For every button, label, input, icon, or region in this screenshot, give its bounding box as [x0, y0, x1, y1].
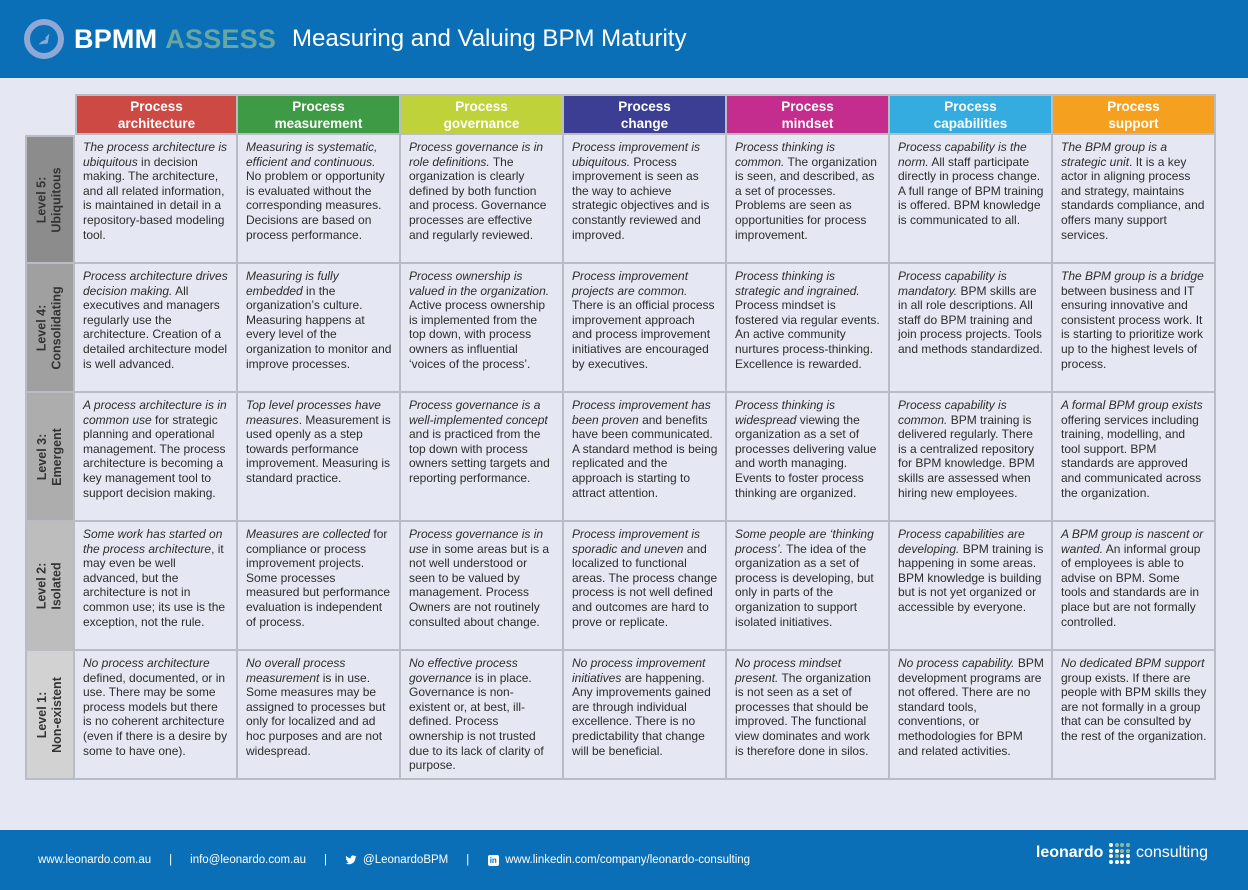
level-label-text [35, 286, 65, 369]
level-number: Level 5: [35, 176, 50, 223]
cell-description: BPM training is happening in some areas. BPM knowledge is building but is not yet organized or accessible by everyone. [898, 541, 1044, 614]
cell-key-phrase: A process architecture is in common use [83, 398, 227, 427]
cell-description: The idea of the organization as a set of process is developing, but only in parts of the organization to support isolated initiatives. [735, 541, 874, 629]
column-header-measurement [238, 94, 401, 135]
matrix-cell [890, 393, 1053, 522]
cell-key-phrase: No overall process measurement [246, 656, 346, 685]
cell-key-phrase: Process governance is a well-implemented concept [409, 398, 548, 427]
matrix-cell [727, 393, 890, 522]
cell-key-phrase: Some people are ‘thinking process’. [735, 527, 874, 556]
cell-description: is in use. Some measures may be assigned to processes but only for localized and ad hoc purposes and are not widespread. [246, 670, 386, 758]
column-header-line2: governance [443, 115, 520, 131]
level-label-text [35, 677, 65, 753]
cell-key-phrase: Process ownership is valued in the organization. [409, 269, 550, 298]
compass-play-icon [24, 19, 64, 59]
header-banner [0, 0, 1248, 78]
matrix-cell [401, 651, 564, 780]
matrix-cell [238, 135, 401, 264]
matrix-cell [727, 264, 890, 393]
level-name: Ubiquitous [50, 166, 65, 233]
matrix-cell [401, 522, 564, 651]
logo-dot [1126, 849, 1130, 853]
cell-key-phrase: The process architecture is ubiquitous [83, 140, 228, 169]
cell-description: defined, documented, or in use. There may be some process models but there is no coherent architecture (even if there is a desire by some to have one). [83, 670, 228, 758]
cell-description: All executives and managers regularly use the architecture. Creation of a detailed architecture model is well advanced. [83, 283, 228, 371]
matrix-cell [401, 135, 564, 264]
cell-key-phrase: Top level processes have measures [246, 398, 381, 427]
logo-dot [1120, 843, 1124, 847]
matrix-cell [1053, 393, 1216, 522]
cell-key-phrase: Process capability is the norm. [898, 140, 1027, 169]
matrix-cell [890, 651, 1053, 780]
logo-dot [1109, 849, 1113, 853]
matrix-cell [401, 393, 564, 522]
matrix-cell [1053, 135, 1216, 264]
cell-description: . Measurement is used openly as a step towards performance improvement. Measuring is standard practice. [246, 412, 391, 485]
column-header-line1: Process [130, 98, 183, 114]
level-label-text [35, 167, 65, 232]
cell-key-phrase: Measuring is systematic, efficient and continuous. [246, 140, 378, 169]
logo-dot [1109, 860, 1113, 864]
cell-key-phrase: Process improvement projects are common. [572, 269, 689, 298]
cell-description: in some areas but is a not well understood or seen to be valued by management. Process Owners are not routinely consulted about change. [409, 541, 550, 629]
cell-key-phrase: No effective process governance [409, 656, 518, 685]
column-header-architecture [75, 94, 238, 135]
column-header-line2: architecture [117, 115, 196, 131]
cell-description: BPM training is delivered regularly. There is a centralized repository for BPM knowledge. BPM skills are assessed when hiring new employees. [898, 412, 1035, 500]
footer-separator: | [466, 854, 470, 866]
cell-description: Active process ownership is implemented from the top down, with process owners as influential ‘voices of the process’. [409, 298, 546, 371]
matrix-cell [75, 264, 238, 393]
matrix-cell [564, 135, 727, 264]
twitter-bird-icon [345, 854, 357, 866]
column-header-line2: mindset [781, 115, 834, 131]
cell-description: in the organization’s culture. Measuring happens at every level of the organization to monitor and improve processes. [246, 283, 392, 371]
cell-key-phrase: Process improvement has been proven [572, 398, 711, 427]
page-title: Measuring and Valuing BPM Maturity [292, 25, 687, 52]
linkedin-icon: in [489, 855, 497, 865]
matrix-cell [238, 651, 401, 780]
column-header-line2: capabilities [933, 115, 1008, 131]
matrix-cell [727, 651, 890, 780]
level-number: Level 2: [35, 562, 49, 609]
cell-key-phrase: Process improvement is ubiquitous. [572, 140, 701, 169]
brand-assess: ASSESS [165, 23, 277, 54]
column-header-line1: Process [292, 98, 345, 114]
matrix-cell [564, 393, 727, 522]
level-label-isolated [25, 522, 75, 651]
matrix-cell [564, 264, 727, 393]
twitter-link[interactable]: @LeonardoBPM [363, 854, 449, 866]
cell-key-phrase: Process thinking is common. [735, 140, 836, 169]
column-header-line2: measurement [274, 115, 363, 131]
matrix-cell [890, 264, 1053, 393]
logo-dot [1126, 843, 1130, 847]
cell-key-phrase: No process improvement initiatives [572, 656, 706, 685]
maturity-matrix [25, 94, 1216, 780]
cell-key-phrase: Process governance is in use [409, 527, 544, 556]
logo-dot [1126, 860, 1130, 864]
column-header-support [1053, 94, 1216, 135]
footer-brand-leonardo: leonardo [1035, 844, 1104, 862]
cell-description: in decision making. The architecture, and all related information, is maintained in detail in a repository-based modeling tool. [83, 154, 225, 242]
matrix-cell [727, 135, 890, 264]
logo-dot [1126, 854, 1130, 858]
matrix-cell [238, 393, 401, 522]
cell-key-phrase: Process improvement is sporadic and uneven [572, 527, 701, 556]
email-link[interactable]: info@leonardo.com.au [190, 854, 307, 866]
matrix-cell [564, 522, 727, 651]
column-header-line2: support [1108, 115, 1159, 131]
matrix-cell [401, 264, 564, 393]
level-name: Emergent [50, 427, 64, 486]
matrix-cell [1053, 264, 1216, 393]
matrix-cell [890, 522, 1053, 651]
level-number: Level 1: [35, 691, 50, 738]
level-number: Level 4: [35, 304, 50, 351]
cell-description: offering services including training, modelling, and tool support. BPM standards are approved and communicated across the organization. [1061, 412, 1202, 500]
cell-description: and is practiced from the top down with process owners setting targets and reporting performance. [409, 427, 550, 485]
cell-key-phrase: No process mindset present. [735, 656, 842, 685]
cell-description: is in place. Governance is non-existent or, at best, ill-defined. Process ownership is not trusted due to its lack of clarity of purpose. [409, 670, 544, 773]
logo-dot [1120, 849, 1124, 853]
leonardo-consulting-logo [1036, 843, 1208, 864]
matrix-cell [564, 651, 727, 780]
cell-description: between business and IT ensuring innovative and consistent process work. It is starting to prioritize work up to the highest levels of process. [1061, 283, 1204, 371]
cell-description: The organization is not seen as a set of processes that should be improved. The functional view dominates and work is therefore done in silos. [735, 670, 871, 758]
brand-bpmm: BPMM [74, 23, 158, 54]
column-header-line1: Process [781, 98, 834, 114]
logo-dot [1120, 860, 1124, 864]
matrix-cell [1053, 522, 1216, 651]
cell-key-phrase: No process capability. [898, 656, 1015, 670]
logo-dot [1115, 854, 1119, 858]
footer-separator: | [169, 854, 173, 866]
cell-description: . It is a key actor in aligning process and strategy, maintains standards compliance, and offers many support services. [1061, 154, 1205, 242]
column-header-capabilities [890, 94, 1053, 135]
cell-key-phrase: Process architecture drives decision making. [83, 269, 228, 298]
column-header-line1: Process [618, 98, 671, 114]
cell-description: No problem or opportunity is evaluated without the corresponding measures. Decisions are based on process performance. [246, 169, 385, 242]
footer-brand-consulting: consulting [1135, 844, 1208, 862]
column-header-line2: change [620, 115, 669, 131]
level-label-non-existent [25, 651, 75, 780]
cell-key-phrase: No dedicated BPM support [1061, 656, 1205, 670]
cell-description: The organization is clearly defined by both function and process. Governance processes are effective and regularly reviewed. [409, 154, 547, 242]
column-header-line1: Process [1107, 98, 1160, 114]
cell-key-phrase: A formal BPM group exists [1061, 398, 1203, 412]
dot-grid-logo-icon [1109, 843, 1130, 864]
column-header-governance [401, 94, 564, 135]
level-label-consolidating [25, 264, 75, 393]
column-header-change [564, 94, 727, 135]
level-name: Non-existent [50, 676, 65, 753]
level-label-text [35, 428, 65, 486]
cell-description: BPM skills are in all role descriptions. All staff do BPM training and join process projects. Tools and methods standardized. [898, 283, 1043, 356]
matrix-cell [75, 393, 238, 522]
logo-dot [1115, 843, 1119, 847]
cell-key-phrase: A BPM group is nascent or wanted. [1061, 527, 1204, 556]
matrix-cell [75, 651, 238, 780]
cell-key-phrase: Process thinking is widespread [735, 398, 836, 427]
cell-description: All staff participate directly in process change. A full range of BPM training is offered. BPM knowledge is communicated to all. [898, 154, 1044, 227]
logo-dot [1115, 849, 1119, 853]
cell-description: The organization is seen, and described, as a set of processes. Problems are seen as opportunities for process improvement. [735, 154, 877, 242]
cell-description: An informal group of employees is able to advise on BPM. Some tools and standards are in place but are not formally controlled. [1061, 541, 1201, 629]
matrix-cell [1053, 651, 1216, 780]
cell-description: for compliance or process improvement projects. Some processes measured but performance evaluation is independent of process. [246, 527, 391, 629]
cell-description: and benefits have been communicated. A standard method is being replicated and the approach is starting to attract attention. [572, 412, 718, 500]
cell-key-phrase: Some work has started on the process architecture [83, 527, 223, 556]
level-label-ubiquitous [25, 135, 75, 264]
column-header-line1: Process [455, 98, 508, 114]
cell-key-phrase: The BPM group is a bridge [1061, 269, 1204, 283]
cell-description: BPM development programs are not offered. There are no standard tools, conventions, or methodologies for BPM and related activities. [898, 656, 1044, 758]
logo-dot [1115, 860, 1119, 864]
cell-key-phrase: Process capability is mandatory. [898, 269, 1007, 298]
cell-description: Process mindset is fostered via regular events. An active community nurtures process-thinking. Excellence is rewarded. [735, 298, 880, 371]
cell-key-phrase: Measuring is fully embedded [246, 269, 339, 298]
level-name: Consolidating [50, 285, 65, 370]
level-label-emergent [25, 393, 75, 522]
logo-dot [1109, 843, 1113, 847]
cell-description: viewing the organization as a set of processes delivering value and worth managing. Events to foster process thinking are organized. [735, 412, 877, 500]
level-name: Isolated [50, 561, 64, 610]
cell-description: Process improvement is seen as the way to achieve strategic objectives and is constantly reviewed and improved. [572, 154, 710, 242]
cell-key-phrase: No process architecture [83, 656, 210, 670]
website-link[interactable]: www.leonardo.com.au [38, 854, 152, 866]
matrix-cell [238, 264, 401, 393]
level-label-text [35, 562, 65, 609]
footer-bar [0, 830, 1248, 890]
column-header-line1: Process [944, 98, 997, 114]
footer-separator: | [324, 854, 328, 866]
cell-key-phrase: The BPM group is a strategic unit [1061, 140, 1168, 169]
cell-description: group exists. If there are people with BPM skills they are not formally in a group that can be consulted by the rest of the organization. [1061, 670, 1207, 743]
matrix-cell [727, 522, 890, 651]
cell-description: for strategic planning and operational management. The process architecture is becoming a key management tool to support decision making. [83, 412, 226, 500]
cell-description: There is an official process improvement approach and process improvement initiatives are encouraged by executives. [572, 298, 715, 371]
cell-description: are happening. Any improvements gained are through individual excellence. There is no predictability that change will be beneficial. [572, 670, 711, 758]
cell-key-phrase: Process governance is in role definitions. [409, 140, 544, 169]
matrix-corner [25, 94, 75, 135]
cell-key-phrase: Process capabilities are developing. [898, 527, 1025, 556]
cell-key-phrase: Process capability is common. [898, 398, 1007, 427]
linkedin-link[interactable]: www.linkedin.com/company/leonardo-consulting [505, 854, 751, 866]
matrix-cell [75, 522, 238, 651]
column-header-mindset [727, 94, 890, 135]
cell-key-phrase: Process thinking is strategic and ingrained. [735, 269, 860, 298]
logo-dot [1120, 854, 1124, 858]
cell-key-phrase: Measures are collected [246, 527, 371, 541]
matrix-cell [890, 135, 1053, 264]
level-number: Level 3: [35, 433, 49, 480]
matrix-cell [75, 135, 238, 264]
cell-description: and localized to functional areas. The process change process is not well defined and outcomes are hard to prove or replicate. [572, 541, 718, 629]
cell-description: , it may even be well advanced, but the architecture is not in common use; its use is the exception, not the rule. [83, 541, 226, 629]
matrix-cell [238, 522, 401, 651]
logo-dot [1109, 854, 1113, 858]
